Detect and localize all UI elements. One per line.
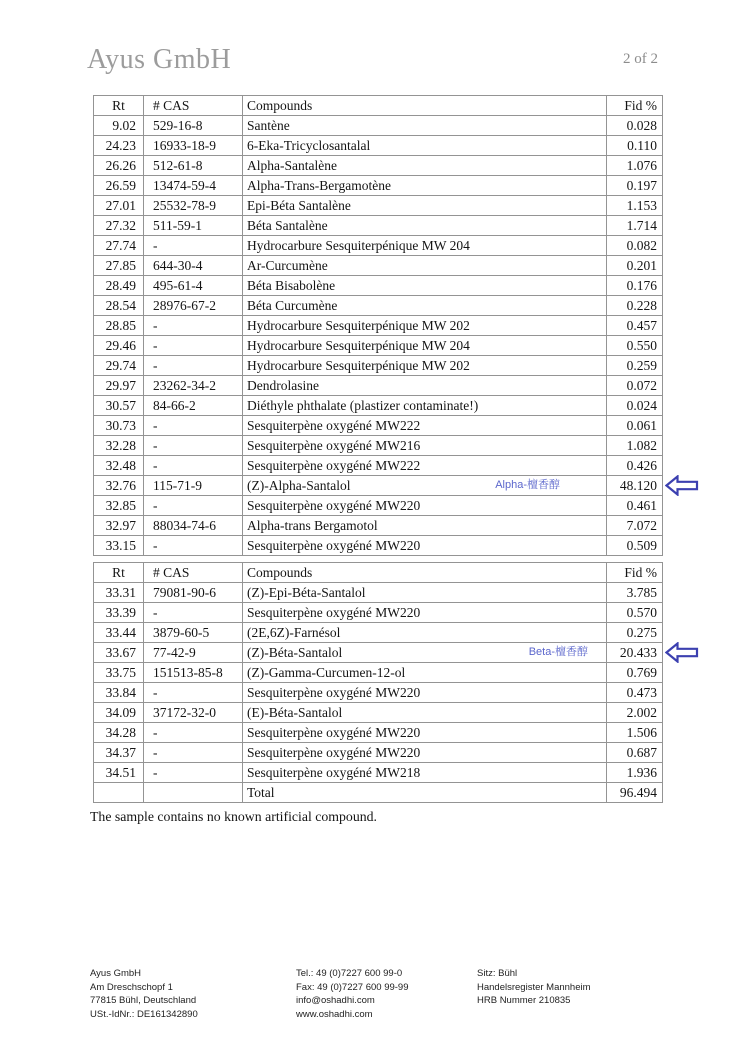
cell-rt: 27.32 <box>94 216 144 236</box>
cell-compound <box>243 376 607 396</box>
table-row <box>94 476 663 496</box>
cell-fid: 0.228 <box>607 296 663 316</box>
cell-compound <box>243 356 607 376</box>
table-header-row <box>94 563 663 583</box>
cell-rt: 33.15 <box>94 536 144 556</box>
table-row <box>94 663 663 683</box>
cell-compound <box>243 176 607 196</box>
left-arrow-icon <box>665 475 699 496</box>
cell-compound <box>243 496 607 516</box>
compound-name: Hydrocarbure Sesquiterpénique MW 204 <box>247 338 470 353</box>
cell-fid: 1.153 <box>607 196 663 216</box>
compound-name: Béta Santalène <box>247 218 328 233</box>
compound-table-2 <box>93 562 663 803</box>
cell-cas: 88034-74-6 <box>144 516 243 536</box>
cell-fid: 0.028 <box>607 116 663 136</box>
footer-line: Sitz: Bühl <box>477 968 518 979</box>
cell-rt: 33.84 <box>94 683 144 703</box>
cell-cas: 16933-18-9 <box>144 136 243 156</box>
header-compounds: Compounds <box>243 96 607 116</box>
compound-name: Sesquiterpène oxygéné MW220 <box>247 685 421 700</box>
cell-compound <box>243 663 607 683</box>
table-row <box>94 456 663 476</box>
sample-note: The sample contains no known artificial compound. <box>90 809 377 824</box>
cell-fid: 0.259 <box>607 356 663 376</box>
cell-fid: 0.426 <box>607 456 663 476</box>
table-row <box>94 623 663 643</box>
compound-name: Dendrolasine <box>247 378 319 393</box>
cell-fid: 0.061 <box>607 416 663 436</box>
cell-cas: - <box>144 723 243 743</box>
cell-compound <box>243 276 607 296</box>
cell-rt: 34.09 <box>94 703 144 723</box>
compound-name: Sesquiterpène oxygéné MW222 <box>247 458 421 473</box>
table-row <box>94 316 663 336</box>
table-row <box>94 276 663 296</box>
compound-name: Hydrocarbure Sesquiterpénique MW 204 <box>247 238 470 253</box>
cell-compound <box>243 436 607 456</box>
table-row <box>94 583 663 603</box>
compound-name: (Z)-Epi-Béta-Santalol <box>247 585 366 600</box>
cell-compound <box>243 196 607 216</box>
compound-name: (E)-Béta-Santalol <box>247 705 343 720</box>
cell-cas: 28976-67-2 <box>144 296 243 316</box>
table-row <box>94 156 663 176</box>
compound-name: Béta Bisabolène <box>247 278 336 293</box>
cell-compound <box>243 416 607 436</box>
header-cas: # CAS <box>144 563 243 583</box>
footer-line: Am Dreschschopf 1 <box>90 981 173 993</box>
cell-compound <box>243 643 607 663</box>
cell-rt: 32.76 <box>94 476 144 496</box>
cell-rt: 33.75 <box>94 663 144 683</box>
cell-rt: 27.01 <box>94 196 144 216</box>
table-row <box>94 356 663 376</box>
compound-name: (2E,6Z)-Farnésol <box>247 625 341 640</box>
cell-rt: 30.57 <box>94 396 144 416</box>
cell-compound <box>243 703 607 723</box>
cell-cas: - <box>144 763 243 783</box>
cell-cas: - <box>144 683 243 703</box>
cell-fid: 1.076 <box>607 156 663 176</box>
cell-compound <box>243 296 607 316</box>
cell-cas: 512-61-8 <box>144 156 243 176</box>
cell-fid: 7.072 <box>607 516 663 536</box>
compound-name: Sesquiterpène oxygéné MW220 <box>247 605 421 620</box>
cell-cas: 151513-85-8 <box>144 663 243 683</box>
cell-compound <box>243 516 607 536</box>
cell-fid: 0.570 <box>607 603 663 623</box>
cell-cas: - <box>144 336 243 356</box>
cell-cas: - <box>144 456 243 476</box>
cell-cas: 529-16-8 <box>144 116 243 136</box>
cell-fid: 1.936 <box>607 763 663 783</box>
cell-rt: 32.48 <box>94 456 144 476</box>
cell-fid: 3.785 <box>607 583 663 603</box>
cell-rt: 28.54 <box>94 296 144 316</box>
header-compounds: Compounds <box>243 563 607 583</box>
cell-rt: 34.51 <box>94 763 144 783</box>
cell-rt: 30.73 <box>94 416 144 436</box>
cjk-annotation: Beta-檀香醇 <box>528 646 588 658</box>
table-row <box>94 743 663 763</box>
cell-rt: 34.28 <box>94 723 144 743</box>
compound-name: Hydrocarbure Sesquiterpénique MW 202 <box>247 358 470 373</box>
cell-rt: 32.85 <box>94 496 144 516</box>
cell-cas: 644-30-4 <box>144 256 243 276</box>
footer-line: Ayus GmbH <box>90 968 142 979</box>
compound-table-1 <box>93 95 663 556</box>
cell-fid: 48.120 <box>607 476 663 496</box>
cell-compound <box>243 116 607 136</box>
cell-cas: 495-61-4 <box>144 276 243 296</box>
cell-cas: 3879-60-5 <box>144 623 243 643</box>
table-row <box>94 763 663 783</box>
footer-line: info@oshadhi.com <box>296 995 375 1006</box>
cell-fid: 0.275 <box>607 623 663 643</box>
cell-cas: - <box>144 603 243 623</box>
cell-fid: 0.509 <box>607 536 663 556</box>
cell-compound <box>243 156 607 176</box>
header-cas: # CAS <box>144 96 243 116</box>
table-header-row <box>94 96 663 116</box>
compound-name: Béta Curcumène <box>247 298 338 313</box>
compound-name: Sesquiterpène oxygéné MW222 <box>247 418 421 433</box>
table-row <box>94 376 663 396</box>
cell-rt: 33.31 <box>94 583 144 603</box>
cell-compound <box>243 603 607 623</box>
cell-cas: - <box>144 316 243 336</box>
compound-name: Sesquiterpène oxygéné MW218 <box>247 765 421 780</box>
cell-rt: 28.85 <box>94 316 144 336</box>
cell-cas: 37172-32-0 <box>144 703 243 723</box>
cell-compound <box>243 723 607 743</box>
cell-rt: 28.49 <box>94 276 144 296</box>
compound-name: Sesquiterpène oxygéné MW220 <box>247 725 421 740</box>
compound-name: Diéthyle phthalate (plastizer contaminate!) <box>247 398 479 413</box>
cell-rt: 27.74 <box>94 236 144 256</box>
table-row <box>94 516 663 536</box>
cell-rt: 26.59 <box>94 176 144 196</box>
compound-name: Total <box>247 785 275 800</box>
cell-compound <box>243 216 607 236</box>
footer-line: www.oshadhi.com <box>296 1008 373 1020</box>
cell-rt: 33.67 <box>94 643 144 663</box>
cell-rt: 26.26 <box>94 156 144 176</box>
cell-rt <box>94 783 144 803</box>
table-row <box>94 336 663 356</box>
cell-rt: 32.28 <box>94 436 144 456</box>
table-row <box>94 136 663 156</box>
compound-name: Sesquiterpène oxygéné MW216 <box>247 438 421 453</box>
table-row <box>94 603 663 623</box>
header-rt: Rt <box>94 96 144 116</box>
cell-compound <box>243 623 607 643</box>
cell-compound <box>243 683 607 703</box>
cell-compound <box>243 256 607 276</box>
cell-fid: 1.082 <box>607 436 663 456</box>
cell-compound <box>243 236 607 256</box>
footer-register <box>477 967 591 1008</box>
compound-name: Ar-Curcumène <box>247 258 328 273</box>
cell-fid: 1.506 <box>607 723 663 743</box>
company-name: Ayus GmbH <box>87 44 232 75</box>
cell-cas: - <box>144 743 243 763</box>
table-row <box>94 703 663 723</box>
table-row <box>94 116 663 136</box>
compound-name: Alpha-Trans-Bergamotène <box>247 178 391 193</box>
cell-compound <box>243 136 607 156</box>
cell-compound <box>243 743 607 763</box>
cell-fid: 0.461 <box>607 496 663 516</box>
cell-compound <box>243 783 607 803</box>
table-row <box>94 396 663 416</box>
cell-rt: 29.46 <box>94 336 144 356</box>
table-row <box>94 176 663 196</box>
cell-cas: 77-42-9 <box>144 643 243 663</box>
cell-compound <box>243 456 607 476</box>
footer-line: Handelsregister Mannheim <box>477 981 591 993</box>
cell-cas: 23262-34-2 <box>144 376 243 396</box>
cell-cas: 115-71-9 <box>144 476 243 496</box>
footer-line: USt.-IdNr.: DE161342890 <box>90 1008 198 1020</box>
cell-cas: 511-59-1 <box>144 216 243 236</box>
table-row <box>94 496 663 516</box>
table-row <box>94 643 663 663</box>
cell-fid: 0.110 <box>607 136 663 156</box>
compound-name: (Z)-Gamma-Curcumen-12-ol <box>247 665 406 680</box>
cell-cas: - <box>144 416 243 436</box>
cell-fid: 20.433 <box>607 643 663 663</box>
cell-fid: 0.769 <box>607 663 663 683</box>
cell-compound <box>243 583 607 603</box>
cell-fid: 0.024 <box>607 396 663 416</box>
cell-cas: 79081-90-6 <box>144 583 243 603</box>
cell-compound <box>243 336 607 356</box>
compound-name: Alpha-Santalène <box>247 158 337 173</box>
cell-fid: 0.082 <box>607 236 663 256</box>
footer-line: Fax: 49 (0)7227 600 99-99 <box>296 981 409 993</box>
cell-compound <box>243 316 607 336</box>
cell-cas: - <box>144 436 243 456</box>
table-row <box>94 536 663 556</box>
left-arrow-icon <box>665 642 699 663</box>
cell-rt: 34.37 <box>94 743 144 763</box>
table-row <box>94 296 663 316</box>
cell-fid: 96.494 <box>607 783 663 803</box>
footer-line: Tel.: 49 (0)7227 600 99-0 <box>296 968 403 979</box>
compound-name: Sesquiterpène oxygéné MW220 <box>247 745 421 760</box>
cell-rt: 32.97 <box>94 516 144 536</box>
cell-rt: 27.85 <box>94 256 144 276</box>
cell-fid: 0.201 <box>607 256 663 276</box>
cell-fid: 2.002 <box>607 703 663 723</box>
compound-name: Sesquiterpène oxygéné MW220 <box>247 538 421 553</box>
footer-line: HRB Nummer 210835 <box>477 995 571 1006</box>
compound-name: (Z)-Alpha-Santalol <box>247 478 351 493</box>
compound-name: Sesquiterpène oxygéné MW220 <box>247 498 421 513</box>
table-row <box>94 196 663 216</box>
table-row <box>94 416 663 436</box>
cell-rt: 33.44 <box>94 623 144 643</box>
cell-cas: - <box>144 496 243 516</box>
cell-cas: 25532-78-9 <box>144 196 243 216</box>
table-row <box>94 683 663 703</box>
table-row <box>94 783 663 803</box>
table-row <box>94 256 663 276</box>
compound-name: Epi-Béta Santalène <box>247 198 351 213</box>
cell-rt: 29.97 <box>94 376 144 396</box>
cell-fid: 0.197 <box>607 176 663 196</box>
compound-name: Santène <box>247 118 290 133</box>
cell-cas: - <box>144 356 243 376</box>
cell-rt: 29.74 <box>94 356 144 376</box>
cell-fid: 0.473 <box>607 683 663 703</box>
table-row <box>94 216 663 236</box>
cell-compound <box>243 476 607 496</box>
table-row <box>94 436 663 456</box>
cell-cas: - <box>144 236 243 256</box>
cell-fid: 1.714 <box>607 216 663 236</box>
cjk-annotation: Alpha-檀香醇 <box>495 479 560 491</box>
footer-line: 77815 Bühl, Deutschland <box>90 995 197 1006</box>
table-row <box>94 236 663 256</box>
cell-cas: 84-66-2 <box>144 396 243 416</box>
footer-contact <box>296 967 409 1021</box>
compound-name: Hydrocarbure Sesquiterpénique MW 202 <box>247 318 470 333</box>
compound-name: (Z)-Béta-Santalol <box>247 645 343 660</box>
cell-fid: 0.072 <box>607 376 663 396</box>
cell-fid: 0.550 <box>607 336 663 356</box>
cell-fid: 0.687 <box>607 743 663 763</box>
header-rt: Rt <box>94 563 144 583</box>
cell-compound <box>243 396 607 416</box>
compound-name: Alpha-trans Bergamotol <box>247 518 378 533</box>
compound-name: 6-Eka-Tricyclosantalal <box>247 138 371 153</box>
cell-fid: 0.176 <box>607 276 663 296</box>
cell-fid: 0.457 <box>607 316 663 336</box>
cell-compound <box>243 536 607 556</box>
cell-rt: 9.02 <box>94 116 144 136</box>
table-row <box>94 723 663 743</box>
header-fid: Fid % <box>607 563 663 583</box>
footer-address <box>90 967 198 1021</box>
cell-compound <box>243 763 607 783</box>
cell-rt: 24.23 <box>94 136 144 156</box>
cell-cas <box>144 783 243 803</box>
header-fid: Fid % <box>607 96 663 116</box>
page-number: 2 of 2 <box>623 51 658 67</box>
cell-cas: - <box>144 536 243 556</box>
cell-cas: 13474-59-4 <box>144 176 243 196</box>
cell-rt: 33.39 <box>94 603 144 623</box>
